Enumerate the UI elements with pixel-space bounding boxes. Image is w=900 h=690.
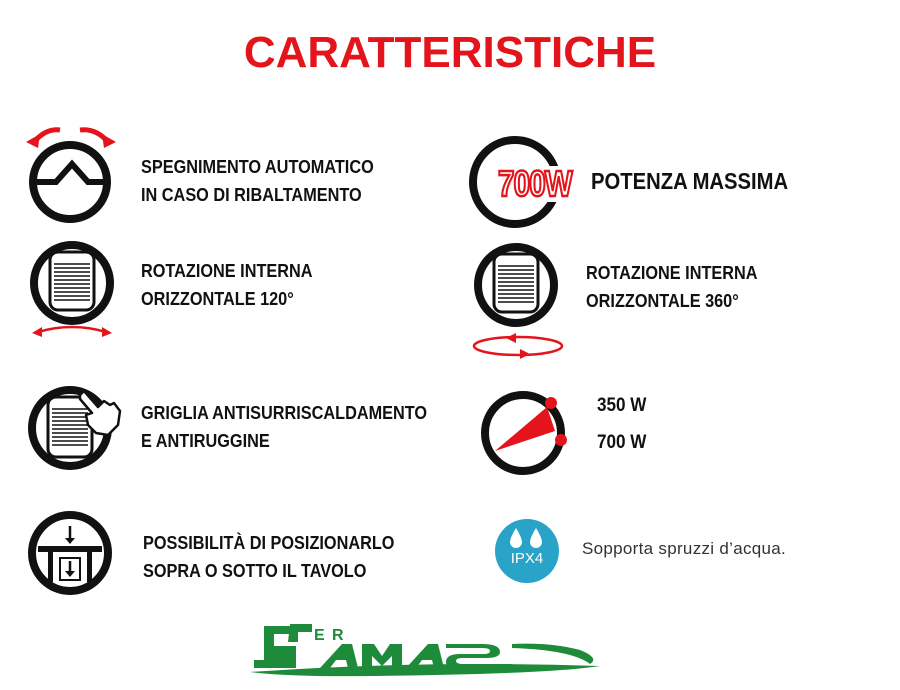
tip-over-line1: SPEGNIMENTO AUTOMATICO — [141, 156, 374, 177]
rotation-360-line2: ORIZZONTALE 360° — [586, 290, 739, 311]
rotation-360-line1: ROTAZIONE INTERNA — [586, 262, 758, 283]
tip-over-text — [141, 153, 374, 209]
grill-line2: E ANTIRUGGINE — [141, 430, 270, 451]
ipx4-badge: IPX4 — [510, 550, 544, 567]
table-text — [143, 529, 394, 585]
ipx4-label: Sopporta spruzzi d’acqua. — [582, 539, 787, 558]
grill-line1: GRIGLIA ANTISURRISCALDAMENTO — [141, 402, 428, 423]
table-position-icon — [24, 508, 124, 603]
grill-text — [141, 399, 427, 455]
grill-touch-icon — [24, 383, 124, 478]
rotation-120-icon — [24, 240, 124, 345]
max-power-label: POTENZA MASSIMA — [591, 168, 789, 194]
rotation-120-line1: ROTAZIONE INTERNA — [141, 260, 313, 281]
ferdamas-logo — [250, 620, 605, 678]
power-level-350: 350 W — [597, 395, 647, 416]
power-700w-badge: 700W — [498, 163, 572, 204]
svg-text:R: R — [332, 627, 344, 644]
table-line1: POSSIBILITÀ DI POSIZIONARLO — [143, 532, 395, 553]
rotation-360-icon — [468, 242, 568, 362]
power-dial-icon — [477, 385, 577, 480]
tip-over-icon — [22, 120, 122, 225]
rotation-120-text — [141, 257, 313, 313]
rotation-120-line2: ORIZZONTALE 120° — [141, 288, 294, 309]
tip-over-line2: IN CASO DI RIBALTAMENTO — [141, 184, 362, 205]
table-line2: SOPRA O SOTTO IL TAVOLO — [143, 560, 367, 581]
rotation-360-text — [586, 259, 758, 315]
power-level-700: 700 W — [597, 432, 647, 453]
page-title: CARATTERISTICHE — [243, 28, 657, 77]
svg-text:E: E — [314, 627, 325, 644]
